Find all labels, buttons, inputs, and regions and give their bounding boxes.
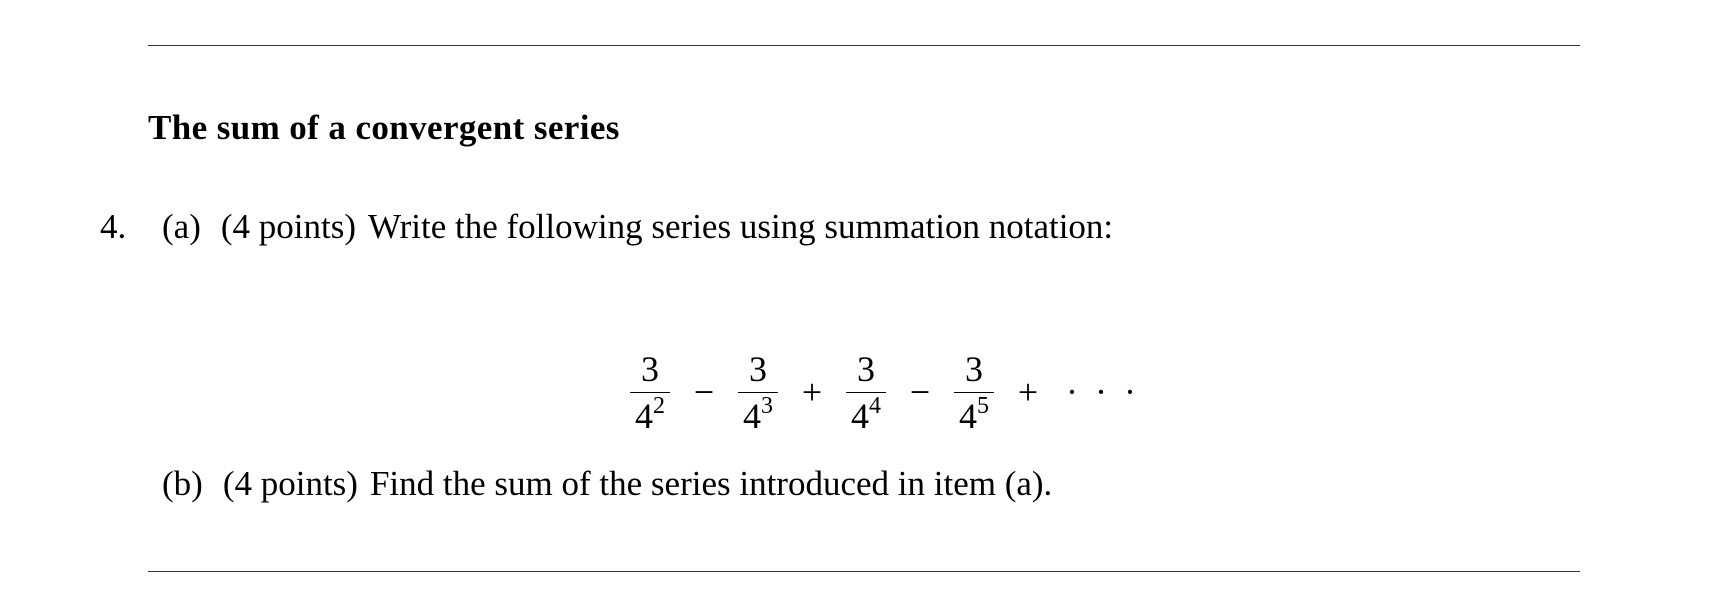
term-denominator <box>851 393 881 434</box>
series-term <box>846 348 886 436</box>
series-term <box>630 348 670 436</box>
operator-minus: − <box>693 372 715 412</box>
ellipsis: · · · <box>1066 372 1140 412</box>
part-a-label: (a) <box>162 207 201 246</box>
term-numerator: 3 <box>857 348 875 389</box>
term-base: 4 <box>959 395 977 436</box>
operator-minus: − <box>909 372 931 412</box>
part-b <box>162 466 1052 501</box>
term-exponent: 4 <box>869 392 881 419</box>
bottom-rule <box>148 571 1580 572</box>
part-b-points: (4 points) <box>222 464 358 503</box>
term-denominator <box>635 393 665 434</box>
section-heading: The sum of a convergent series <box>148 108 620 147</box>
term-numerator: 3 <box>641 348 659 389</box>
term-numerator: 3 <box>965 348 983 389</box>
series-expression <box>620 340 1140 444</box>
part-a-points: (4 points) <box>220 207 356 246</box>
term-denominator <box>743 393 773 434</box>
term-exponent: 3 <box>761 392 773 419</box>
operator-plus: + <box>801 372 823 412</box>
term-exponent: 5 <box>977 392 989 419</box>
term-denominator <box>959 393 989 434</box>
term-exponent: 2 <box>653 392 665 419</box>
term-base: 4 <box>851 395 869 436</box>
term-base: 4 <box>635 395 653 436</box>
part-b-label: (b) <box>162 464 203 503</box>
part-a-text: Write the following series using summation notation: <box>368 207 1114 246</box>
term-base: 4 <box>743 395 761 436</box>
part-a <box>162 209 1113 244</box>
series-term <box>738 348 778 436</box>
problem-number: 4. <box>100 207 127 246</box>
part-b-text: Find the sum of the series introduced in item (a). <box>369 464 1053 503</box>
top-rule <box>148 45 1580 46</box>
term-numerator: 3 <box>749 348 767 389</box>
operator-plus: + <box>1017 372 1039 412</box>
series-term <box>954 348 994 436</box>
